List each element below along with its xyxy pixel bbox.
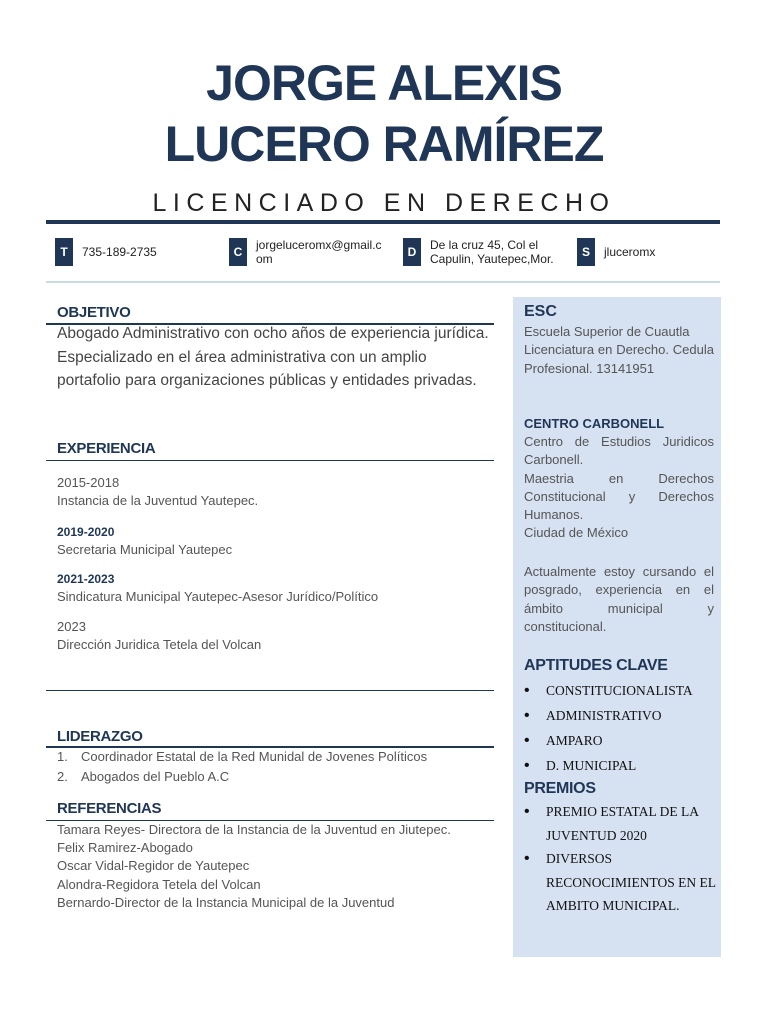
awards-title: PREMIOS: [524, 780, 596, 797]
esc-line: Escuela Superior de Cuautla: [524, 324, 690, 339]
esc-line: Licenciatura en Derecho. Cedula Profesional. 13141951: [524, 342, 714, 376]
carbonell-title: CENTRO CARBONELL: [524, 416, 665, 431]
contact-divider: [46, 281, 720, 283]
experience-bottom-rule: [46, 690, 494, 691]
leadership-title: LIDERAZGO: [57, 728, 143, 745]
list-text: Abogados del Pueblo A.C: [81, 768, 230, 784]
references-title: REFERENCIAS: [57, 800, 162, 817]
social-icon: S: [577, 238, 595, 266]
contact-social-text: jluceromx: [604, 245, 656, 259]
award-item: • DIVERSOS RECONOCIMIENTOS EN EL AMBITO MUNICIPAL.: [524, 847, 719, 918]
contact-address-line-1: De la cruz 45, Col el: [430, 238, 539, 252]
email-icon: C: [229, 238, 247, 266]
list-item: [57, 747, 427, 767]
contact-email-line-1: jorgeluceromx@gmail.c: [256, 238, 382, 252]
carbonell-line: Centro de Estudios Juridicos Carbonell.: [524, 434, 714, 468]
skill-item: • D. MUNICIPAL: [524, 753, 719, 778]
experience-years: 2015-2018: [57, 475, 120, 490]
skill-item: • ADMINISTRATIVO: [524, 703, 719, 728]
objective-title: OBJETIVO: [57, 304, 131, 321]
experience-rule: [46, 460, 494, 461]
experience-place: Secretaria Municipal Yautepec: [57, 542, 233, 557]
experience-years: 2023: [57, 619, 86, 634]
carbonell-line: Ciudad de México: [524, 525, 629, 541]
address-icon: D: [403, 238, 421, 266]
reference-item: Oscar Vidal-Regidor de Yautepec: [57, 858, 250, 874]
contact-phone-text: 735-189-2735: [82, 245, 157, 259]
skill-item: • CONSTITUCIONALISTA: [524, 678, 719, 703]
experience-place: Dirección Juridica Tetela del Volcan: [57, 637, 262, 652]
skills-title: APTITUDES CLAVE: [524, 657, 668, 674]
carbonell-text: [524, 433, 714, 543]
experience-item: [57, 523, 232, 559]
name-line-1: JORGE ALEXIS: [206, 55, 562, 111]
awards-list: [524, 800, 719, 918]
esc-text: [524, 323, 714, 378]
reference-item: Felix Ramirez-Abogado: [57, 840, 193, 856]
contact-address: [403, 238, 554, 268]
carbonell-line: Maestria en Derechos Constitucional y Derechos Humanos.: [524, 470, 714, 523]
experience-place: Instancia de la Juventud Yautepec.: [57, 493, 259, 508]
contact-address-text: [430, 238, 554, 266]
contact-email: [229, 238, 382, 268]
current-studies-text: Actualmente estoy cursando el posgrado, experiencia en el ámbito municipal y constitucional.: [524, 564, 714, 634]
esc-title: ESC: [524, 303, 557, 320]
objective-text: Abogado Administrativo con ocho años de experiencia jurídica. Especializado en el área administrativa con un amplio portafolio para organizaciones públicas y entidades privadas.: [57, 325, 489, 389]
experience-place: Sindicatura Municipal Yautepec-Asesor Jurídico/Político: [57, 589, 379, 604]
contact-social: [577, 238, 655, 268]
list-number: 2.: [57, 768, 68, 784]
phone-icon: T: [55, 238, 73, 266]
skills-list: [524, 678, 719, 778]
skill-item: • AMPARO: [524, 728, 719, 753]
experience-item: [57, 618, 261, 654]
contact-phone: [55, 238, 157, 268]
list-item: [57, 767, 427, 787]
job-title: LICENCIADO EN DERECHO: [152, 189, 616, 217]
contact-email-text: [256, 238, 382, 266]
list-text: Coordinador Estatal de la Red Munidal de Jovenes Políticos: [81, 749, 428, 764]
name-line-2: LUCERO RAMÍREZ: [164, 116, 604, 172]
reference-item: Bernardo-Director de la Instancia Municipal de la Juventud: [57, 894, 395, 910]
experience-years: 2021-2023: [57, 572, 115, 586]
experience-item: [57, 474, 258, 510]
award-item: • PREMIO ESTATAL DE LA JUVENTUD 2020: [524, 800, 719, 847]
experience-years: 2019-2020: [57, 525, 115, 539]
experience-title: EXPERIENCIA: [57, 440, 156, 457]
leadership-list: [57, 747, 427, 786]
list-number: 1.: [57, 749, 68, 764]
references-list: [57, 821, 489, 912]
contact-address-line-2: Capulin, Yautepec,Mor.: [430, 252, 554, 266]
contact-email-line-2: om: [256, 252, 273, 266]
experience-item: [57, 570, 378, 606]
reference-item: Tamara Reyes- Directora de la Instancia de la Juventud en Jiutepec.: [57, 822, 451, 837]
reference-item: Alondra-Regidora Tetela del Volcan: [57, 876, 261, 892]
header-divider: [46, 220, 720, 224]
